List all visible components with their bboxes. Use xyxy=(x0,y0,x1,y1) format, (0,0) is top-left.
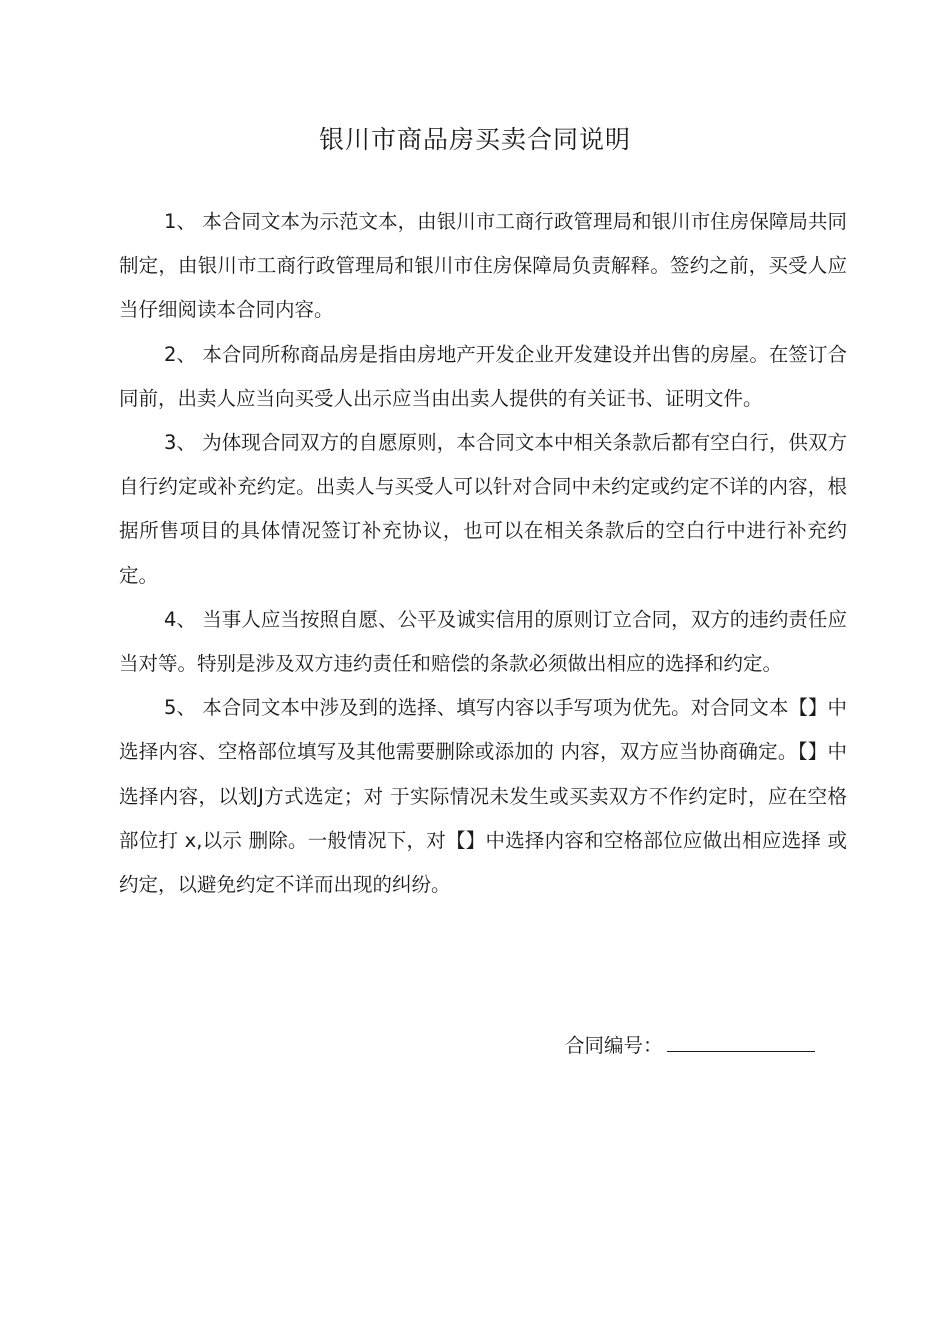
paragraph-5: 5、 本合同文本中涉及到的选择、填写内容以手写项为优先。对合同文本【】中选择内容、空格部位填写及其他需要删除或添加的 内容，双方应当协商确定。【】中选择内容，以划J方式选定；对 于实际情况未发生或买卖双方不作约定时，应在空格部位打 x,以示 删除。一般情况下，对【】中选择内容和空格部位应做出相应选择 或约定，以避免约定不详而出现的纠纷。 xyxy=(119,696,847,897)
document-title: 银川市商品房买卖合同说明 xyxy=(318,125,631,154)
contract-number-blank xyxy=(667,1033,815,1052)
paragraph-3: 3、 为体现合同双方的自愿原则，本合同文本中相关条款后都有空白行，供双方自行约定或补充约定。出卖人与买受人可以针对合同中未约定或约定不详的内容，根据所售项目的具体情况签订补充协议，也可以在相关条款后的空白行中进行补充约定。 xyxy=(119,431,847,587)
contract-number-label: 合同编号： xyxy=(565,1034,663,1057)
document-body xyxy=(119,200,847,907)
paragraph-2: 2、 本合同所称商品房是指由房地产开发企业开发建设并出售的房屋。在签订合同前，出卖人应当向买受人出示应当由出卖人提供的有关证书、证明文件。 xyxy=(119,342,847,410)
paragraph-4: 4、 当事人应当按照自愿、公平及诚实信用的原则订立合同，双方的违约责任应当对等。特别是涉及双方违约责任和赔偿的条款必须做出相应的选择和约定。 xyxy=(119,607,847,676)
paragraph-1: 1、 本合同文本为示范文本，由银川市工商行政管理局和银川市住房保障局共同制定，由银川市工商行政管理局和银川市住房保障局负责解释。签约之前，买受人应当仔细阅读本合同内容。 xyxy=(119,210,847,322)
contract-number xyxy=(565,1030,815,1058)
